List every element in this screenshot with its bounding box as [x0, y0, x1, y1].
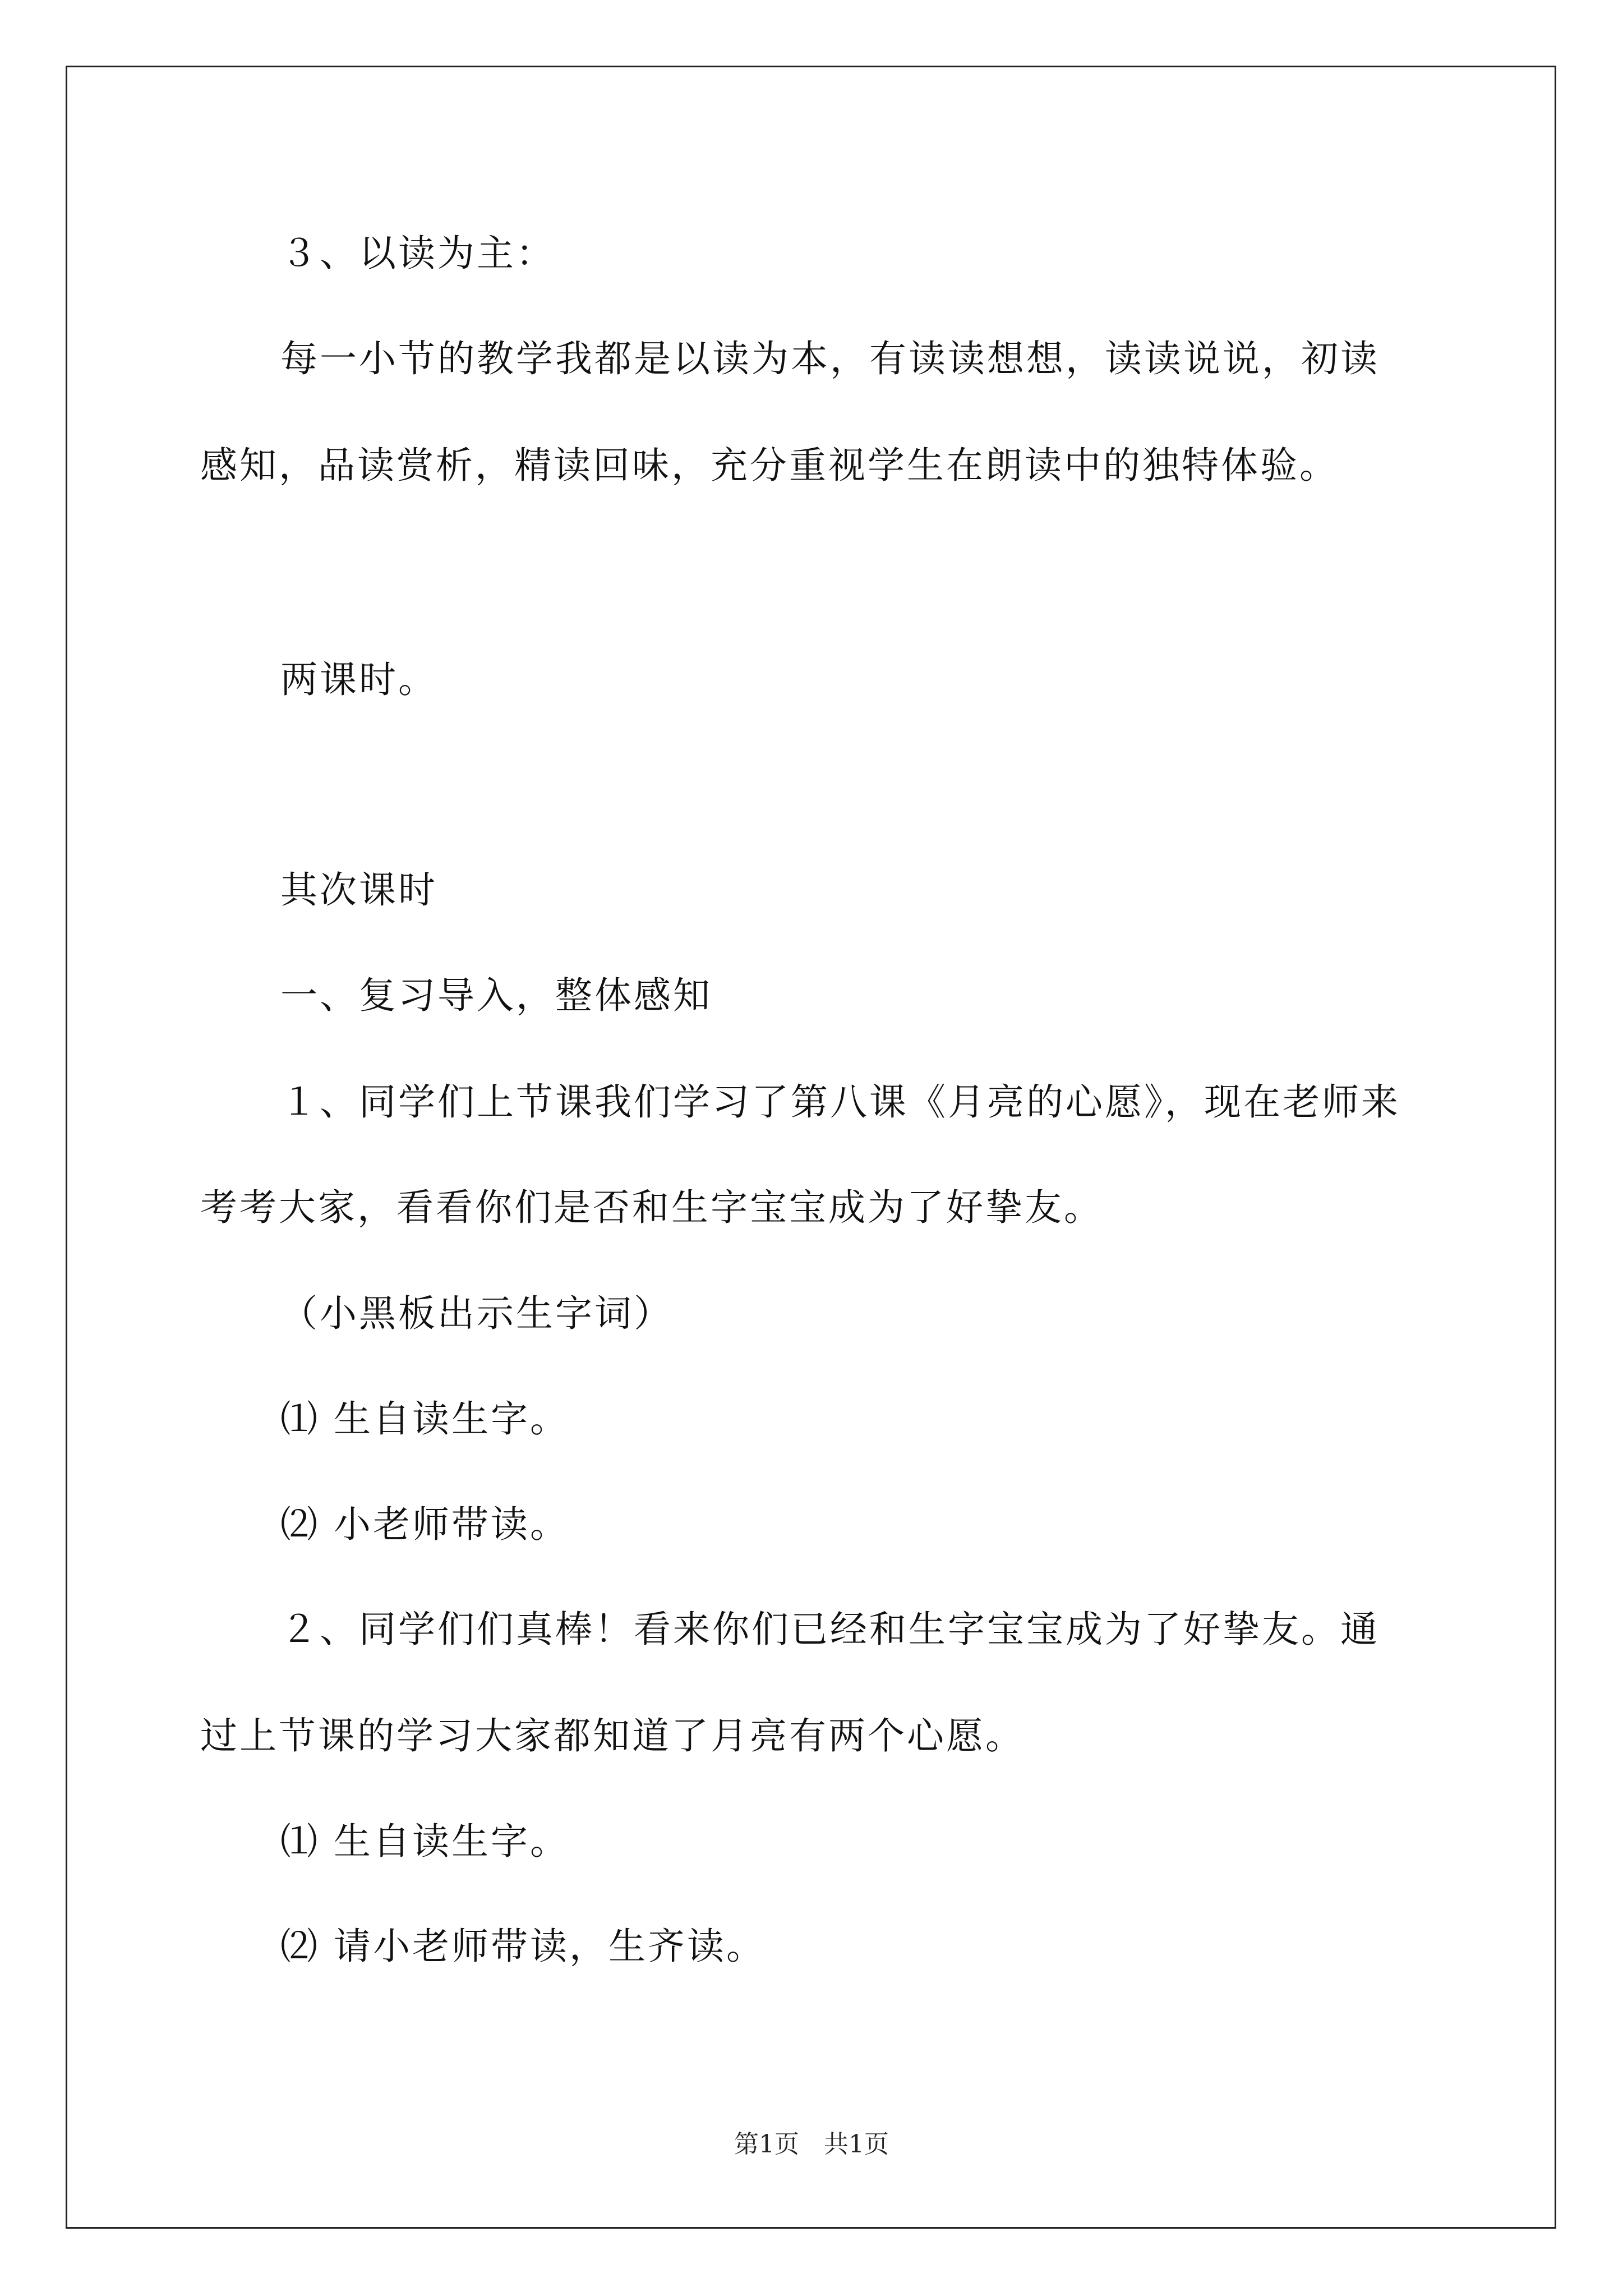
list-item: ⑵ 小老师带读。 [280, 1503, 569, 1546]
section-heading: 一、复习导入，整体感知 [280, 974, 712, 1017]
list-item: ⑴ 生自读生字。 [280, 1397, 569, 1441]
paragraph-line: １、同学们上节课我们学习了第八课《月亮的心愿》，现在老师来 [280, 1080, 1400, 1124]
list-item: ⑵ 请小老师带读，生齐读。 [280, 1925, 766, 1968]
section-heading: 其次课时 [280, 868, 437, 912]
paragraph-line: ２、同学们们真棒！看来你们已经和生字宝宝成为了好挚友。通 [280, 1608, 1380, 1651]
paragraph-line: 过上节课的学习大家都知道了月亮有两个心愿。 [200, 1714, 1025, 1757]
page-number-footer: 第1页 共1页 [734, 2130, 889, 2159]
paragraph-line: （小黑板出示生字词） [280, 1292, 673, 1335]
heading-read-focus: ３、以读为主： [280, 232, 555, 275]
list-item: ⑴ 生自读生字。 [280, 1820, 569, 1863]
paragraph-line: 两课时。 [280, 658, 437, 701]
paragraph-line: 考考大家，看看你们是否和生字宝宝成为了好挚友。 [200, 1186, 1103, 1229]
page-border [66, 66, 1556, 2229]
paragraph-line: 每一小节的教学我都是以读为本，有读读想想，读读说说，初读 [280, 337, 1380, 380]
paragraph-line: 感知，品读赏析，精读回味，充分重视学生在朗读中的独特体验。 [200, 444, 1339, 487]
